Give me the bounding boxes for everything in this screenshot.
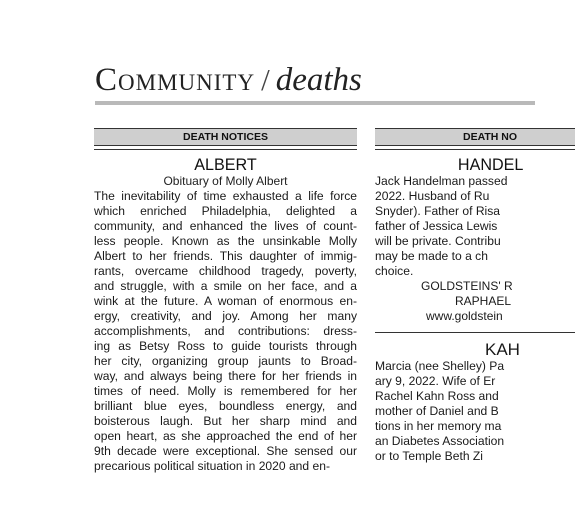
death-notices-header: DEATH NOTICES xyxy=(94,128,357,146)
notice-name-kahn: KAH xyxy=(485,340,520,359)
notice-line: 9th decade were exceptional. She sensed our xyxy=(94,444,357,458)
notice-line: ergy, creativity, and joy. Among her many xyxy=(94,309,357,323)
notice-subtitle-albert: Obituary of Molly Albert xyxy=(163,174,288,188)
funeral-home-sub: RAPHAEL xyxy=(455,294,512,308)
header-underline xyxy=(94,149,357,150)
notice-line: or to Temple Beth Zi xyxy=(375,449,483,463)
notice-line: may be made to a ch xyxy=(375,249,488,263)
notice-line: less people. Known as the unsinkable Molly xyxy=(94,234,357,248)
notice-line: brilliant blue eyes, boundless energy, and xyxy=(94,399,357,413)
notice-line: Rachel Kahn Ross and xyxy=(375,389,499,403)
notice-line: times of need. Molly is remembered for her xyxy=(94,384,357,398)
notice-line: community, and enhanced the lives of count- xyxy=(94,219,357,233)
title-slash: / xyxy=(261,62,270,97)
notice-line: rants, overcame childhood tragedy, poverty, xyxy=(94,264,357,278)
notice-line: Jack Handelman passed xyxy=(375,174,508,188)
masthead-rule xyxy=(95,101,535,105)
notice-line: open heart, as she approached the end of her xyxy=(94,429,357,443)
funeral-home-name: GOLDSTEINS' R xyxy=(421,279,513,293)
notice-divider xyxy=(375,332,575,333)
funeral-home-url[interactable]: www.goldstein xyxy=(426,309,503,323)
notice-line: 2022. Husband of Ru xyxy=(375,189,490,203)
notice-line: Snyder). Father of Risa xyxy=(375,204,501,218)
section-subtitle: deaths xyxy=(275,62,362,98)
section-masthead xyxy=(95,62,362,99)
notice-body-kahn xyxy=(375,359,575,464)
notice-line: Marcia (nee Shelley) Pa xyxy=(375,359,505,373)
notice-body-handel xyxy=(375,174,575,279)
notice-line: an Diabetes Association xyxy=(375,434,505,448)
notice-line: ary 9, 2022. Wife of Er xyxy=(375,374,496,388)
notice-line: way, and always being there for her friends in xyxy=(94,369,357,383)
notice-line: mother of Daniel and B xyxy=(375,404,499,418)
notice-body-albert xyxy=(94,189,357,474)
notice-line: Albert to her friends. This daughter of immig- xyxy=(94,249,357,263)
section-title: Community xyxy=(95,62,256,98)
notice-line: and struggle, with a smile on her face, and a xyxy=(94,279,357,293)
notice-line: precarious political situation in 2020 and en- xyxy=(94,459,330,473)
column-left xyxy=(94,128,357,474)
notice-line: will be private. Contribu xyxy=(375,234,501,248)
column-right xyxy=(375,128,575,464)
notice-name-handel: HANDEL xyxy=(457,155,524,174)
notice-line: father of Jessica Lewis xyxy=(375,219,498,233)
notice-line: wink at the future. A woman of enormous en- xyxy=(94,294,357,308)
header-underline-right xyxy=(375,149,575,150)
notice-line: choice. xyxy=(375,264,414,278)
death-notices-header-right: DEATH NO xyxy=(375,128,575,146)
notice-line: tions in her memory ma xyxy=(375,419,502,433)
notice-line: accomplishments, and contributions: dress- xyxy=(94,324,357,338)
notice-line: The inevitability of time exhausted a life force xyxy=(94,189,357,203)
notice-line: ing as Betsy Ross to guide tourists through xyxy=(94,339,357,353)
notice-line: boisterous laugh. But her sharp mind and xyxy=(94,414,357,428)
notice-line: which enriched Philadelphia, delighted a xyxy=(94,204,357,218)
notice-name-albert: ALBERT xyxy=(194,155,257,174)
notice-line: her city, organizing group jaunts to Broad- xyxy=(94,354,357,368)
